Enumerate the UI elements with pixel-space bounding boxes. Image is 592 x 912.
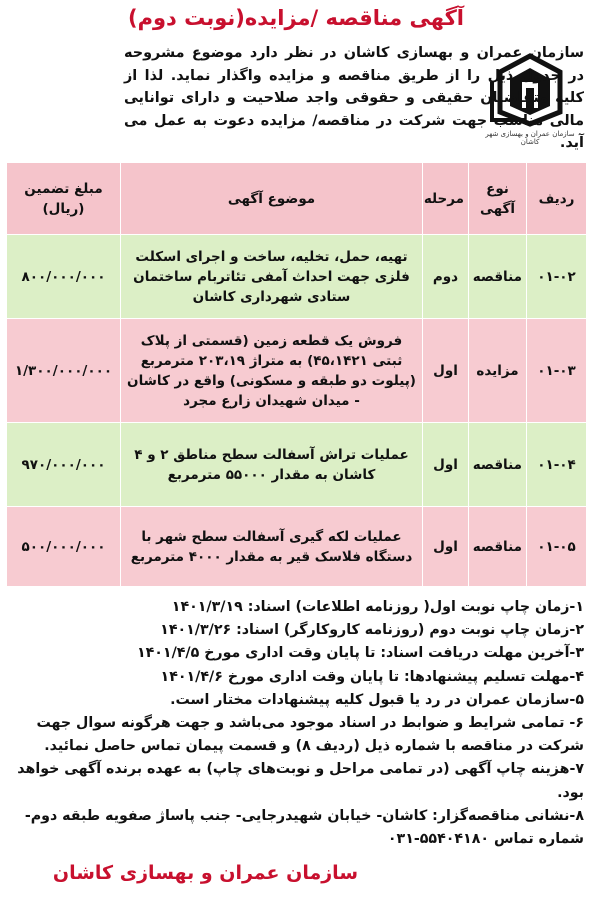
note-item: ۳-آخرین مهلت دریافت اسناد: تا پایان وقت اداری مورخ ۱۴۰۱/۴/۵	[136, 645, 584, 662]
cell-type: مناقصه	[469, 507, 527, 587]
cell-row-number: ۰۱-۰۴	[527, 423, 587, 507]
table-row	[7, 235, 587, 319]
intro-paragraph: سازمان عمران و بهسازی کاشان در نظر دارد موضوع مشروحه در جدول ذیل را از طریق مناقصه و مزایده واگذار نماید. لذا از کلیه متقاضیان حقیقی و حقوقی واجد صلاحیت و دارای توانایی مالی مناسب جهت شرکت در مناقصه/ مزایده دعوت به عمل می آید.	[124, 45, 584, 151]
cell-type: مزایده	[469, 319, 527, 423]
note-item: ۵-سازمان عمران در رد یا قبول کلیه پیشنهادات مختار است.	[170, 691, 584, 708]
note-item: ۶- تمامی شرایط و ضوابط در اسناد موجود می‌باشد و جهت هرگونه سوال جهت شرکت در مناقصه با شماره ذیل (ردیف ۸) و قسمت پیمان تماس حاصل نمائید.	[36, 715, 584, 755]
cell-row-number: ۰۱-۰۳	[527, 319, 587, 423]
cell-row-number: ۰۱-۰۵	[527, 507, 587, 587]
cell-stage: اول	[423, 507, 469, 587]
header-row-number: ردیف	[527, 163, 587, 235]
cell-amount: ۹۷۰/۰۰۰/۰۰۰	[7, 423, 121, 507]
cell-amount: ۱/۳۰۰/۰۰۰/۰۰۰	[7, 319, 121, 423]
header-subject: موضوع آگهی	[121, 163, 423, 235]
header-stage: مرحله	[423, 163, 469, 235]
cell-stage: اول	[423, 423, 469, 507]
header-type: نوع آگهی	[469, 163, 527, 235]
header-amount: مبلغ تضمین (ریال)	[7, 163, 121, 235]
note-item: ۱-زمان چاپ نوبت اول( روزنامه اطلاعات) اسناد: ۱۴۰۱/۳/۱۹	[171, 599, 584, 615]
notes-list	[6, 596, 584, 851]
logo-caption: سازمان عمران و بهسازی شهر کاشان	[485, 130, 575, 146]
table-row	[7, 423, 587, 507]
cell-subject: فروش یک قطعه زمین (قسمتی از پلاک ثبتی ۴۵،۱۴۲۱) به متراژ ۲۰۳،۱۹ مترمربع (پیلوت دو طبقه و مسکونی) واقع در کاشان - میدان شهیدان زارع مجرد	[121, 319, 423, 423]
cell-subject: عملیات لکه گیری آسفالت سطح شهر با دستگاه فلاسک قیر به مقدار ۴۰۰۰ مترمربع	[121, 507, 423, 587]
advertisement-page	[4, 4, 588, 908]
note-item: ۷-هزینه چاپ آگهی (در تمامی مراحل و نوبت‌های چاپ) به عهده برنده آگهی خواهد بود.	[17, 761, 584, 801]
page-title: آگهی مناقصه /مزایده(نوبت دوم)	[127, 6, 465, 30]
cell-amount: ۸۰۰/۰۰۰/۰۰۰	[7, 235, 121, 319]
cell-stage: دوم	[423, 235, 469, 319]
note-item: ۸-نشانی مناقصه‌گزار: کاشان- خیابان شهیدرجایی- جنب پاساژ صفویه طبقه دوم- شماره تماس ۵۵۴۰۴۱۸۰-۰۳۱	[24, 807, 584, 848]
cell-subject: عملیات تراش آسفالت سطح مناطق ۲ و ۴ کاشان به مقدار ۵۵۰۰۰ مترمربع	[121, 423, 423, 507]
cell-row-number: ۰۱-۰۲	[527, 235, 587, 319]
cell-type: مناقصه	[469, 423, 527, 507]
cell-type: مناقصه	[469, 235, 527, 319]
table-header-row	[7, 163, 587, 235]
footer-organization-name: سازمان عمران و بهسازی کاشان	[52, 862, 358, 884]
table-row	[7, 507, 587, 587]
cell-amount: ۵۰۰/۰۰۰/۰۰۰	[7, 507, 121, 587]
cell-stage: اول	[423, 319, 469, 423]
table-row	[7, 319, 587, 423]
note-item: ۲-زمان چاپ نوبت دوم (روزنامه کاروکارگر) اسناد: ۱۴۰۱/۳/۲۶	[160, 622, 584, 639]
tender-table	[6, 162, 587, 587]
cell-subject: تهیه، حمل، تخلیه، ساخت و اجرای اسکلت فلزی جهت احداث آمفی تئاتربام ساختمان ستادی شهرداری کاشان	[121, 235, 423, 319]
note-item: ۴-مهلت تسلیم پیشنهادها: تا پایان وقت اداری مورخ ۱۴۰۱/۴/۶	[160, 668, 584, 685]
